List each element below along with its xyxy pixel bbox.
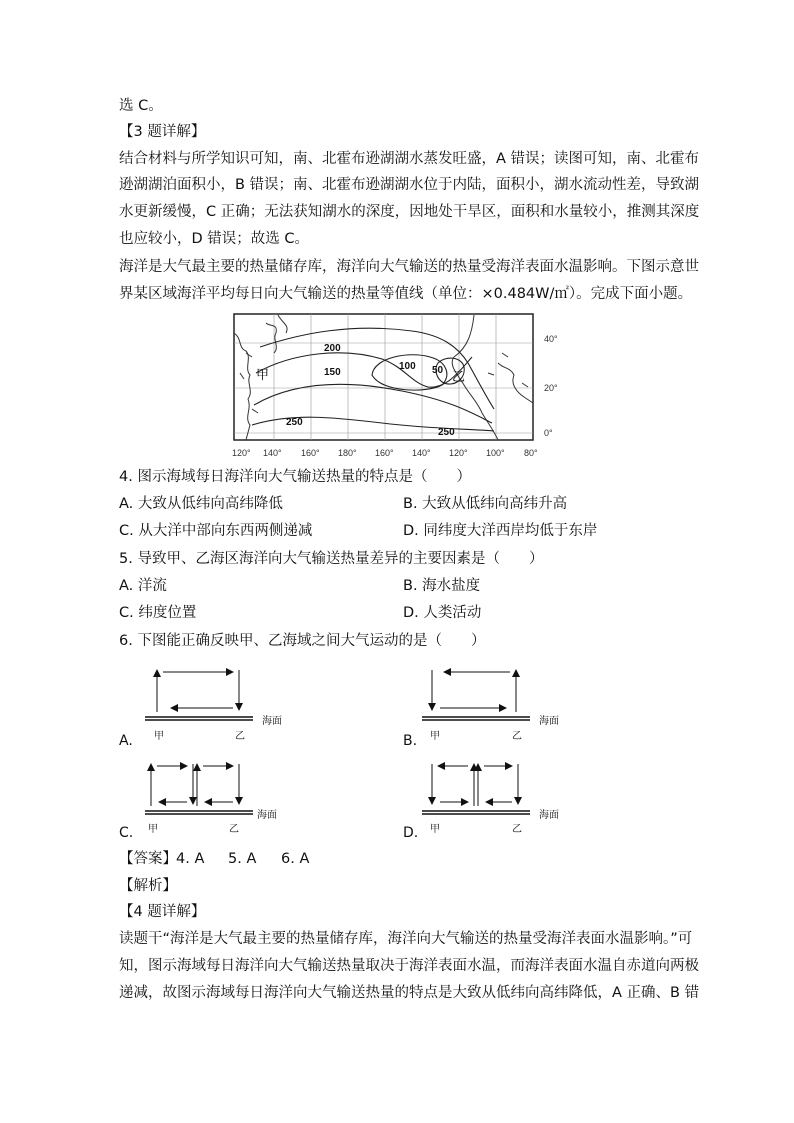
lon-label: 100° <box>486 448 505 458</box>
lon-label: 180° <box>338 448 357 458</box>
text-line: 水更新缓慢，C 正确；无法获知湖水的深度，因地处干旱区，面积和水量较小，推测其深度 <box>119 204 700 220</box>
q5-option-d: D. 人类活动 <box>403 605 482 621</box>
fig-c-yi: 乙 <box>229 824 239 835</box>
q6-figure-d <box>422 758 572 838</box>
q5-option-a: A. 洋流 <box>119 578 167 594</box>
q4-option-a: A. 大致从低纬向高纬降低 <box>119 496 283 512</box>
contour-label: 250 <box>286 417 303 428</box>
analysis-line: 读题干“海洋是大气最主要的热量储存库，海洋向大气输送的热量受海洋表面水温影响。”可 <box>119 931 693 947</box>
text-line: 结合材料与所学知识可知，南、北霍布逊湖湖水蒸发旺盛，A 错误；读图可知，南、北霍布 <box>119 151 700 167</box>
fig-d-jia: 甲 <box>430 824 440 835</box>
contour-label: 150 <box>324 367 341 378</box>
lon-label: 140° <box>263 448 282 458</box>
lon-label: 80° <box>524 448 538 458</box>
analysis-label: 【解析】 <box>119 878 177 894</box>
lon-label: 160° <box>375 448 394 458</box>
fig-d-letter: D. <box>403 825 419 841</box>
text-line: 逊湖湖泊面积小，B 错误；南、北霍布逊湖湖水位于内陆，面积小，湖水流动性差，导致湖 <box>119 177 700 193</box>
contour-label: 200 <box>324 343 341 354</box>
contour-label: 50 <box>432 365 444 376</box>
fig-b-jia: 甲 <box>430 731 440 742</box>
question-5-stem: 5. 导致甲、乙海区海洋向大气输送热量差异的主要因素是（ ） <box>119 551 544 567</box>
text-line: 也应较小，D 错误；故选 C。 <box>119 231 310 247</box>
text-line: 海洋是大气最主要的热量储存库，海洋向大气输送的热量受海洋表面水温影响。下图示意世 <box>119 259 699 275</box>
lon-label: 140° <box>412 448 431 458</box>
text-line: 选 C。 <box>119 98 163 114</box>
question-4-stem: 4. 图示海域每日海洋向大气输送热量的特点是（ ） <box>119 469 471 485</box>
section-heading: 【3 题详解】 <box>119 124 206 140</box>
fig-b-yi: 乙 <box>512 731 522 742</box>
lat-label: 40° <box>544 334 558 344</box>
fig-a-letter: A. <box>119 733 133 749</box>
lon-label: 120° <box>449 448 468 458</box>
analysis-line: 知，图示海域每日海洋向大气输送热量取决于海洋表面水温，而海洋表面水温自赤道向两极 <box>119 958 699 974</box>
analysis-line: 递减，故图示海域每日海洋向大气输送热量的特点是大致从低纬向高纬降低，A 正确、B 错 <box>119 985 700 1001</box>
lon-label: 160° <box>301 448 320 458</box>
fig-c-jia: 甲 <box>148 824 158 835</box>
heat-isoline-map <box>232 313 592 459</box>
fig-b-sea: 海面 <box>539 716 559 727</box>
q6-figure-b <box>422 664 572 744</box>
answer-5: 5. A <box>228 851 257 867</box>
region-yi: 乙 <box>452 370 466 385</box>
lon-label: 120° <box>232 448 251 458</box>
lat-label: 0° <box>544 428 553 438</box>
fig-d-yi: 乙 <box>512 824 522 835</box>
fig-c-sea: 海面 <box>257 810 277 821</box>
answer-6: 6. A <box>281 851 310 867</box>
fig-a-yi: 乙 <box>235 731 245 742</box>
fig-b-letter: B. <box>403 733 418 749</box>
q5-option-c: C. 纬度位置 <box>119 605 197 621</box>
fig-d-sea: 海面 <box>539 810 559 821</box>
question-6-stem: 6. 下图能正确反映甲、乙海域之间大气运动的是（ ） <box>119 633 486 649</box>
fig-a-sea: 海面 <box>262 716 282 727</box>
lat-label: 20° <box>544 383 558 393</box>
q4-option-b: B. 大致从低纬向高纬升高 <box>403 496 568 512</box>
fig-a-jia: 甲 <box>154 731 164 742</box>
q4-option-d: D. 同纬度大洋西岸均低于东岸 <box>403 523 598 539</box>
analysis-subheading: 【4 题详解】 <box>119 904 206 920</box>
answer-label: 【答案】 <box>119 851 177 867</box>
text-line: 界某区域海洋平均每日向大气输送的热量等值线（单位：×0.484W/㎡）。完成下面小题。 <box>119 286 693 302</box>
q6-figure-c <box>145 758 295 838</box>
answer-4: 4. A <box>176 851 205 867</box>
q6-figure-a <box>145 664 295 744</box>
fig-c-letter: C. <box>119 825 134 841</box>
contour-label: 100 <box>399 361 416 372</box>
q4-option-c: C. 从大洋中部向东西两侧递减 <box>119 523 313 539</box>
q5-option-b: B. 海水盐度 <box>403 578 481 594</box>
region-jia: 甲 <box>256 368 270 383</box>
contour-label: 250 <box>438 427 455 438</box>
